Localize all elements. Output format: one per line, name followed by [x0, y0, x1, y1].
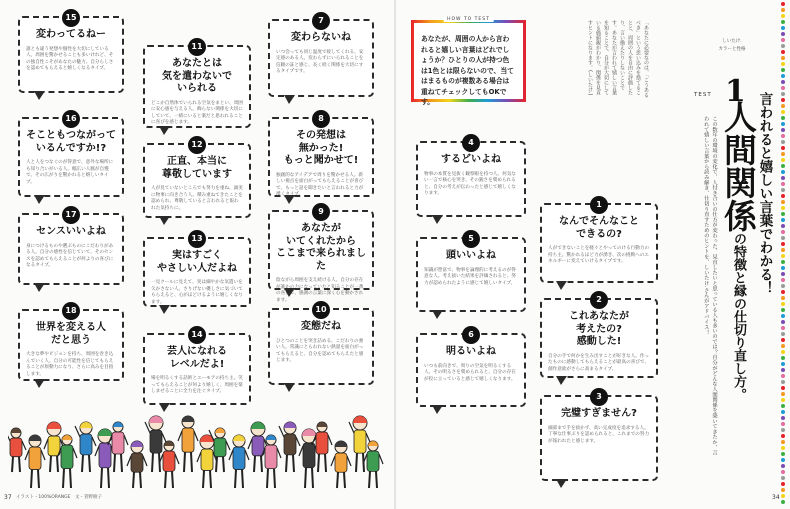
color-dot [781, 374, 785, 378]
title-main: 人間関係 [719, 100, 758, 232]
card-5 [416, 234, 526, 312]
color-dot [781, 104, 785, 108]
color-dot [781, 152, 785, 156]
card-number: 2 [590, 291, 608, 309]
card-number: 7 [312, 12, 330, 30]
card-phrase: 芸人になれる レベルだよ! [167, 346, 227, 370]
color-dot [781, 314, 785, 318]
card-body: いつも前向きで、周りの空気を明るくする人。その明るさを褒められると、自分の存在が役に立っていると感じて嬉しくなります。 [424, 363, 516, 382]
bubble-tail [556, 479, 567, 488]
test-label: TEST [694, 92, 712, 98]
color-dot [781, 452, 785, 456]
title-sub: の特徴と縁の仕切り直し方。 [731, 232, 746, 401]
card-11 [143, 42, 251, 128]
card-number: 11 [188, 38, 206, 56]
color-dot [781, 68, 785, 72]
color-dot [781, 464, 785, 468]
color-dot [781, 50, 785, 54]
crowd-illustration [8, 388, 386, 492]
color-dot [781, 44, 785, 48]
illustration-credit: イラスト・100%ORANGE 文・菅野綾子 [16, 495, 102, 500]
card-number: 8 [312, 110, 330, 128]
card-phrase: 実はすごく やさしい人だよね [157, 250, 237, 274]
color-dot [781, 254, 785, 258]
color-dot-stripe [778, 0, 788, 509]
color-dot [781, 302, 785, 306]
color-dot [781, 158, 785, 162]
color-dot [781, 236, 785, 240]
color-dot [781, 230, 785, 234]
card-number: 18 [62, 302, 80, 320]
card-body: 誰とも違う発想や個性を大切にしている人。周囲を驚かせることも多いけれど、その独自性こそがあなたの魅力。自分らしさを認めてもらえると嬉しくなるタイプ。 [26, 46, 114, 72]
color-dot [781, 356, 785, 360]
series-label [712, 38, 752, 52]
card-12 [143, 140, 251, 218]
card-body: 物事の本質を見抜く観察眼を持つ人。何気ない一言で核心を突き、その鋭さを褒められると、自分の考えが伝わったと感じて嬉しくなります。 [424, 171, 516, 197]
person-figure [25, 435, 45, 488]
card-body: 人が見ていないところでも努力を重ね、誠実に物事に向き合う人。積み重ねてきたことを認められ、尊敬していると言われると報われた気持ちに。 [151, 186, 243, 211]
color-dot [781, 26, 785, 30]
color-dot [781, 482, 785, 486]
bubble-tail [556, 376, 567, 385]
card-number: 17 [62, 206, 80, 224]
intro-text: 「あなたに必要なのは、「こうあるべき」という思い込みを捨てることと、周囲の人を自由に評価したり、言い換えたりしないことです。あなたが言われて嬉しい言葉を知ることで、自分が大切にしている価値観がわかり、関係を見直すヒントになります。(しいたけ.) [587, 20, 649, 98]
card-body: 一見クールに見えて、実は細やかな気遣いを欠かさない人。さりげない優しさに気づいてもらえると、心がほどけるように嬉しくなります。 [151, 280, 243, 305]
color-dot [781, 116, 785, 120]
bubble-tail [159, 126, 170, 135]
bubble-tail [159, 216, 170, 225]
color-dot [781, 206, 785, 210]
color-dot [781, 296, 785, 300]
card-7 [268, 16, 374, 97]
card-number: 16 [62, 110, 80, 128]
color-dot [781, 458, 785, 462]
card-number: 12 [188, 136, 206, 154]
color-dot [781, 398, 785, 402]
person-figure [178, 416, 198, 472]
card-phrase: その発想は 無かった! もっと聞かせて! [283, 130, 359, 166]
color-dot [781, 410, 785, 414]
card-phrase: 世界を変える人 だと思う [36, 322, 106, 346]
color-dot [781, 188, 785, 192]
card-number: 13 [188, 230, 206, 248]
card-13 [143, 234, 251, 307]
bubble-tail [432, 405, 443, 414]
color-dot [781, 332, 785, 336]
color-dot [781, 278, 785, 282]
color-dot [781, 476, 785, 480]
bubble-tail [556, 281, 567, 290]
bubble-tail [284, 95, 295, 104]
color-dot [781, 80, 785, 84]
card-phrase: 変わらないね [291, 32, 351, 43]
color-dot [781, 308, 785, 312]
bubble-tail [159, 305, 170, 314]
color-dot [781, 122, 785, 126]
color-dot [781, 176, 785, 180]
color-dot [781, 344, 785, 348]
color-dot [781, 242, 785, 246]
card-phrase: あなたとは 気を遣わないで いられる [162, 58, 232, 94]
card-16 [18, 114, 124, 197]
color-dot [781, 488, 785, 492]
color-dot [781, 218, 785, 222]
card-phrase: するどいよね [441, 154, 501, 165]
card-body: 知識が豊富で、物事を論理的に考えるのが得意な人。考え抜いた結果を評価されると、努力が認められたように感じて嬉しいタイプ。 [424, 267, 516, 286]
color-dot [781, 260, 785, 264]
color-dot [781, 134, 785, 138]
card-9 [268, 207, 374, 303]
color-dot [781, 380, 785, 384]
color-dot [781, 386, 785, 390]
card-number: 15 [62, 9, 80, 27]
page-title [719, 100, 758, 445]
card-body: 独創的なアイデアで周りを驚かせる人。新しい視点を面白がってもらえることが喜びで、もっと話を聞きたいと言われると力が湧くタイプ。 [276, 172, 364, 198]
card-body: 人と人をつなぐのが得意で、意外な場所にも知り合いがいる人。幅広い人脈が自慢で、その広がりを驚かれると嬉しいタイプ。 [26, 160, 114, 185]
color-dot [781, 440, 785, 444]
card-body: 陰ながら周囲を支え続ける人。自分の存在が誰かの力になっていたと知ることが一番の喜びで、感謝の言葉に深く心を動かされます。 [276, 278, 364, 303]
color-dot [781, 284, 785, 288]
color-dot [781, 422, 785, 426]
color-dot [781, 98, 785, 102]
card-body: 人ができないことを軽々とやってのける行動力の持ち主。驚かれるほど力が湧き、次の挑戦へのエネルギーに変えていけるタイプです。 [548, 246, 650, 265]
color-dot [781, 74, 785, 78]
card-1 [540, 200, 658, 283]
bubble-tail [432, 215, 443, 224]
card-phrase: これあなたが 考えたの? 感動した! [569, 311, 629, 347]
color-dot [781, 392, 785, 396]
color-dot [781, 362, 785, 366]
color-dot [781, 92, 785, 96]
card-body: 大きな夢やビジョンを持ち、周囲を巻き込んでいく人。自分の可能性を信じてもらえることが原動力になり、さらに高みを目指します。 [26, 352, 114, 377]
color-dot [781, 170, 785, 174]
color-dot [781, 62, 785, 66]
person-figure [279, 422, 300, 472]
page-number-right: 34 [772, 494, 780, 501]
color-dot [781, 224, 785, 228]
card-phrase: 変態だね [301, 321, 341, 332]
color-dot [781, 86, 785, 90]
card-number: 1 [590, 196, 608, 214]
bubble-tail [34, 379, 45, 388]
color-dot [781, 200, 785, 204]
headline: 言われると嬉しい言葉でわかる！ [756, 92, 773, 295]
bubble-tail [284, 195, 295, 204]
color-dot [781, 38, 785, 42]
card-phrase: あなたが いてくれたから ここまで来られました [276, 223, 366, 272]
card-body: 身につけるものや選ぶものにこだわりがある人。自分の感性を信じていて、そのセンスを認めてもらえることが何よりの喜びになるタイプ。 [26, 243, 114, 269]
card-phrase: 明るいよね [446, 346, 496, 357]
card-number: 4 [462, 134, 480, 152]
series-author: しいたけ. [722, 39, 742, 44]
card-body: どこか自然体でいられる空気をまとい、周囲に安心感を与える人。飾らない関係を大切にしていて、一緒にいると楽だと思われることに喜びを感じます。 [151, 100, 243, 126]
lead-text: この数年の環境の変化で、人付き合いの仕方が変わった、見直したいと思っている人も多いのでは？自分がどんな人間関係を築いてきたか、言われて嬉しい言葉から読み解き、仕切り直すためのヒントを、しいたけ.さんがアドバイス！ [702, 116, 717, 456]
card-10 [268, 305, 374, 385]
color-dot [781, 2, 785, 6]
color-dot [781, 290, 785, 294]
bubble-tail [34, 195, 45, 204]
card-number: 10 [312, 301, 330, 319]
color-dot [781, 8, 785, 12]
card-6 [416, 330, 526, 407]
bubble-tail [284, 288, 295, 297]
card-number: 14 [188, 326, 206, 344]
how-to-test-label: HOW TO TEST [443, 17, 494, 22]
card-number: 5 [462, 230, 480, 248]
card-body: 細部まで手を抜かず、高い完成度を追求する人。丁寧な仕事ぶりを認められると、これまでの努力が報われたと感じます。 [548, 425, 650, 444]
card-phrase: 完璧すぎません? [561, 408, 637, 419]
color-dot [781, 434, 785, 438]
color-dot [781, 146, 785, 150]
bubble-tail [34, 283, 45, 292]
card-phrase: なんでそんなこと できるの? [559, 216, 639, 240]
color-dot [781, 14, 785, 18]
card-8 [268, 114, 374, 198]
person-figure [8, 428, 26, 472]
color-dot [781, 494, 785, 498]
page-number-left: 37 [4, 494, 12, 501]
person-figure [331, 441, 351, 488]
person-figure [127, 441, 147, 488]
how-to-test-box [411, 17, 526, 107]
person-figure [229, 435, 249, 488]
color-dot [781, 404, 785, 408]
how-to-test-text: あなたが、周囲の人から言われると嬉しい言葉はどれでしょうか？ひとりの人が持つ色は1色とは限らないので、当てはまるものが複数ある場合は重ねてチェックしてもOKです。 [421, 35, 514, 107]
color-dot [781, 212, 785, 216]
person-figure [75, 422, 96, 472]
color-dot [781, 338, 785, 342]
color-dot [781, 368, 785, 372]
color-dot [781, 320, 785, 324]
card-body: 場を明るくする話術とユーモアの持ち主。笑ってもらえることが何より嬉しく、周囲を楽しませることに全力を注ぐタイプ。 [151, 376, 243, 395]
card-number: 3 [590, 388, 608, 406]
card-phrase: 頭いいよね [446, 250, 496, 261]
color-dot [781, 182, 785, 186]
card-2 [540, 295, 658, 378]
color-dot [781, 266, 785, 270]
color-dot [781, 20, 785, 24]
series-name: カラーと性格 [718, 47, 746, 52]
card-body: ひとつのことを突き詰める、こだわりの強い人。常識にとらわれない熱量を面白がってもらえると、自分を認めてもらえたと感じます。 [276, 338, 364, 364]
color-dot [781, 446, 785, 450]
color-dot [781, 110, 785, 114]
card-body: 自分の手で何かを生み出すことが好きな人。作ったものに感動してもらえることが最高の喜びで、創作意欲がさらに高まるタイプ。 [548, 353, 650, 372]
color-dot [781, 500, 785, 504]
card-number: 6 [462, 326, 480, 344]
color-dot [781, 272, 785, 276]
bubble-tail [432, 310, 443, 319]
card-4 [416, 138, 526, 217]
card-phrase: センスいいよね [36, 226, 106, 237]
color-dot [781, 416, 785, 420]
card-phrase: そこともつながって いるんですか!? [26, 130, 116, 154]
color-dot [781, 326, 785, 330]
card-body: いつ会っても同じ温度で接してくれる、安定感のある人。変わらずにいられることを信頼の証と感じ、長く続く関係を大切にするタイプです。 [276, 49, 364, 75]
color-dot [781, 350, 785, 354]
card-15 [18, 13, 124, 93]
card-17 [18, 210, 124, 285]
color-dot [781, 164, 785, 168]
card-number: 9 [312, 203, 330, 221]
color-dot [781, 194, 785, 198]
card-phrase: 変わってるねー [36, 29, 106, 40]
bubble-tail [34, 91, 45, 100]
color-dot [781, 32, 785, 36]
card-18 [18, 306, 124, 381]
color-dot [781, 428, 785, 432]
card-phrase: 正直、本当に 尊敬しています [162, 156, 232, 180]
color-dot [781, 140, 785, 144]
color-dot [781, 56, 785, 60]
test-number: 1 [725, 74, 746, 109]
color-dot [781, 470, 785, 474]
card-3 [540, 392, 658, 481]
color-dot [781, 128, 785, 132]
color-dot [781, 248, 785, 252]
